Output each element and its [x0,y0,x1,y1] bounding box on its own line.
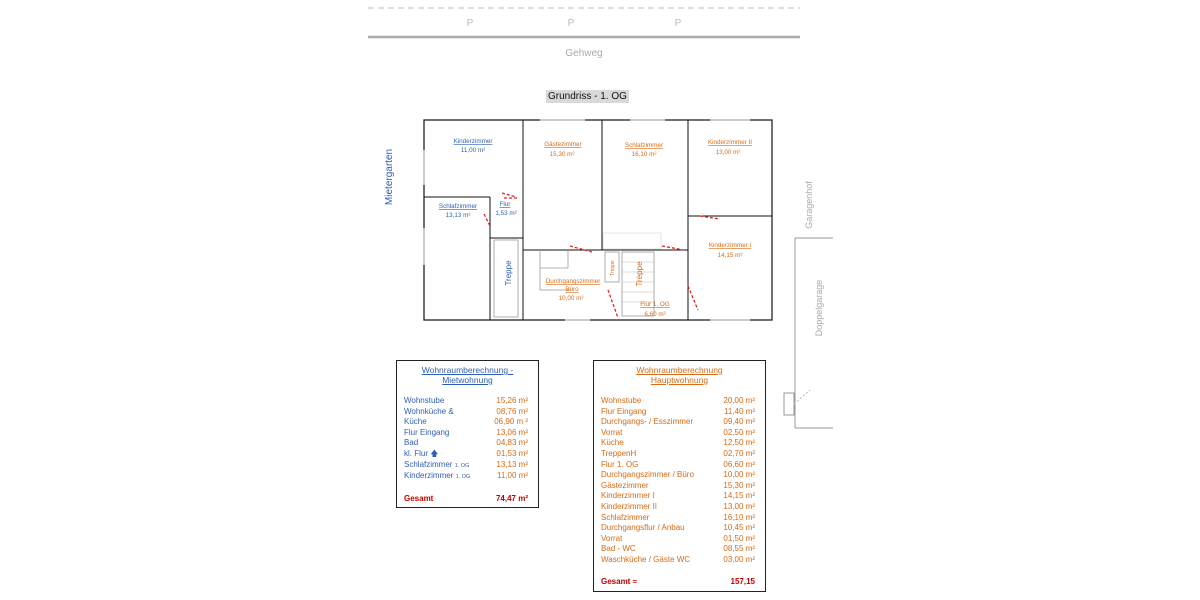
room-name-kinderzimmer-ii: Kinderzimmer II [707,139,753,146]
room-name-flur: Flur [499,201,511,208]
parking-label: P [466,18,474,29]
room-name-gaestezimmer: Gästezimmer [544,141,582,148]
arrow-up-icon: 🡅 [430,448,439,458]
room-area-durchgangszimmer: 10,00 m² [558,295,584,302]
room-area-kinderzimmer-i: 14,15 m² [717,252,743,259]
miet-rows [397,385,538,503]
list-item: Wohnküche & 08,76 m² [404,406,528,416]
list-item: Gästezimmer 15,30 m² [601,480,755,490]
garage-door [784,393,794,415]
room-name-schlafzimmer-mid: Schlafzimmer [624,142,664,149]
miet-heading-line1: Wohnraumberechnung - [421,365,514,375]
room-name-kinderzimmer-left: Kinderzimmer [453,138,493,145]
haupt-calculation-box [593,360,766,592]
haupt-heading-line2: Hauptwohnung [650,375,709,385]
list-item: Flur 1. OG 06,60 m² [601,459,755,469]
haupt-heading-line1: Wohnraumberechnung [636,365,723,375]
list-item: Kinderzimmer II 13,00 m² [601,501,755,511]
garage-door-swing [794,390,810,404]
doppelgarage-label: Doppelgarage [814,279,824,337]
haupt-heading [594,365,765,385]
miet-heading-line2: Mietwohnung [442,375,493,385]
parking-label: P [567,18,575,29]
list-item: Flur Eingang 13,06 m² [404,427,528,437]
list-item: Kinderzimmer 1. OG 11,00 m² [404,471,528,481]
list-item: Bad 04,83 m² [404,438,528,448]
room-area-schlafzimmer-mid: 16,10 m² [631,151,657,158]
list-item: kl. Flur 🡅 01,53 m² [404,448,528,458]
list-item: Schlafzimmer 16,10 m² [601,512,755,522]
parking-label: P [674,18,682,29]
miet-heading [397,365,538,385]
sidewalk-label: Gehweg [565,48,603,59]
stairs-label-left: Treppe [504,260,513,286]
list-item: Kinderzimmer I 14,15 m² [601,491,755,501]
room-area-flur: 1,53 m² [495,210,517,217]
room-name-schlafzimmer-left: Schlafzimmer [438,203,478,210]
room-name-durchgangszimmer: Durchgangszimmer [545,278,601,285]
list-item: Küche 12,50 m² [601,438,755,448]
room-name-flur-og: Flur 1. OG [640,301,670,308]
stairs-label-mid: Treppe [635,261,644,287]
garagenhof-label: Garagenhof [804,181,814,229]
list-item: Wohnstube 15,26 m² [404,396,528,405]
haupt-rows [594,385,765,586]
list-item: Bad - WC 08,55 m² [601,544,755,554]
list-item: TreppenH 02,70 m² [601,448,755,458]
stairs-label-small: Treppe [610,260,616,276]
room-area-gaestezimmer: 15,30 m² [549,151,575,158]
room-area-schlafzimmer-left: 13,13 m² [445,212,471,219]
list-item: Vorrat 02,50 m² [601,427,755,437]
list-item: Vorrat 01,50 m² [601,533,755,543]
mietergarten-label: Mietergarten [384,148,395,206]
list-item: Durchgangsflur / Anbau 10,45 m² [601,523,755,533]
room-area-kinderzimmer-left: 11,00 m² [460,147,486,154]
room-name-kinderzimmer-i: Kinderzimmer I [708,242,752,249]
miet-calculation-box [396,360,539,508]
list-item: Schlafzimmer 1. OG 13,13 m² [404,459,528,469]
list-item: Küche 06,90 m ² [404,417,528,427]
list-item: Wohnstube 20,00 m² [601,396,755,405]
list-item: Waschküche / Gäste WC 03,00 m² [601,554,755,564]
plan-title: Grundriss - 1. OG [548,91,627,102]
list-item: Durchgangszimmer / Büro 10,00 m² [601,470,755,480]
room-name-buero: Büro [565,286,579,293]
room-area-flur-og: 6,60 m² [644,311,666,318]
room-area-kinderzimmer-ii: 13,00 m² [715,149,741,156]
haupt-total: Gesamt ≈ 157,15 [601,576,755,586]
miet-total: Gesamt 74,47 m² [404,493,528,503]
list-item: Flur Eingang 11,40 m² [601,406,755,416]
list-item: Durchgangs- / Esszimmer 09,40 m² [601,417,755,427]
